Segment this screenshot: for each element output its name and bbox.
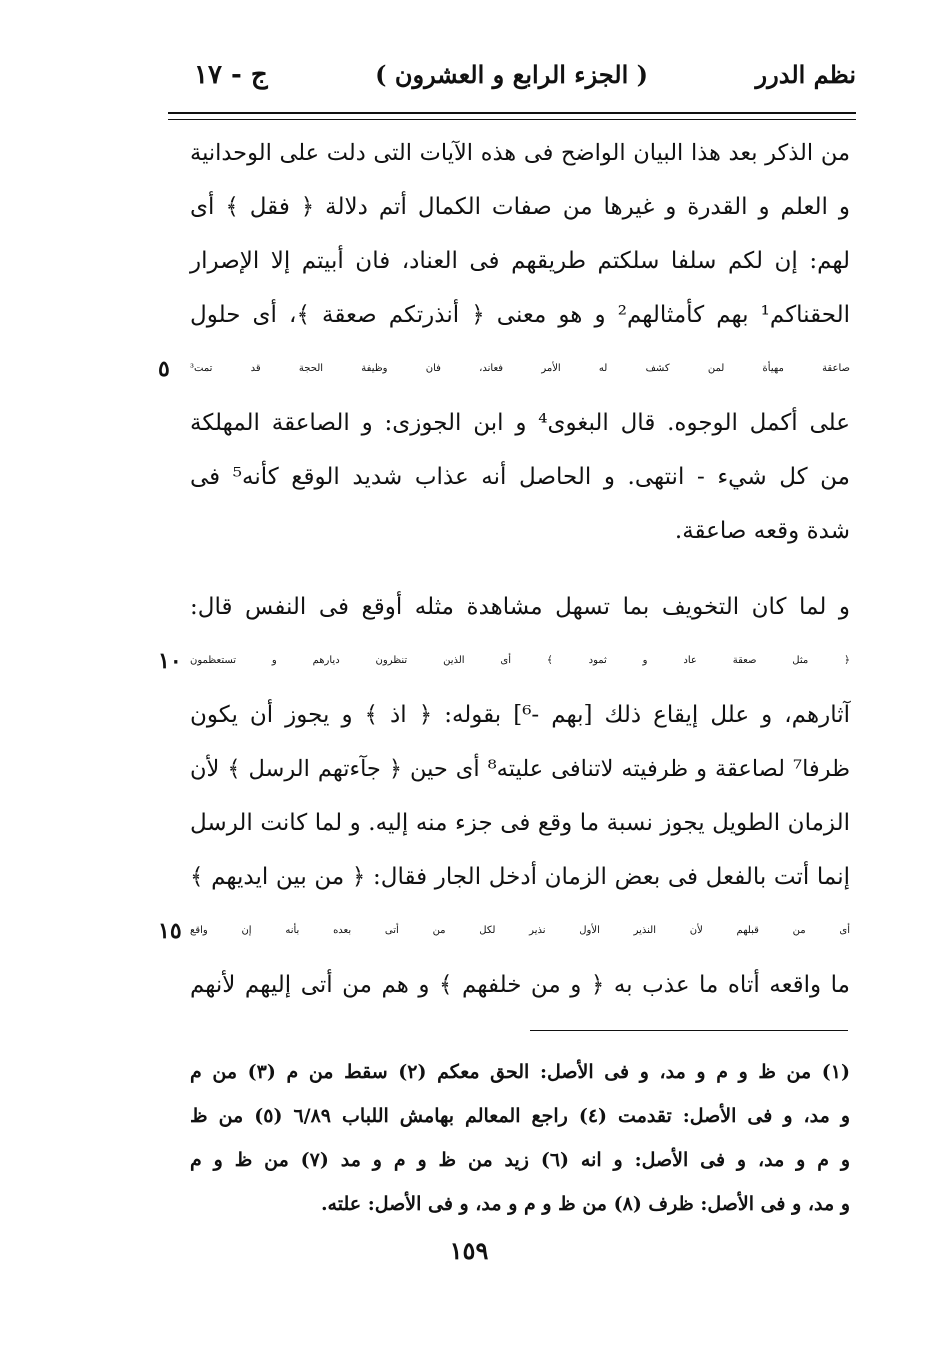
- text-line: ﴿ مثل صعقة عاد و ثمود ﴾ أى الذين تنظرون ديارهم و تستعظمون ١٠: [190, 634, 850, 688]
- text-line: آثارهم، و علل إيقاع ذلك [بهم -⁶] بقوله: ﴿ اذ ﴾ و يجوز أن يكون: [190, 702, 850, 728]
- footnote-separator: [530, 1030, 848, 1031]
- paragraph-gap: [190, 558, 850, 580]
- footnotes: [190, 1050, 850, 1226]
- text-line: ما واقعه أتاه ما عذب به ﴿ و من خلفهم ﴾ و هم من أتى إليهم لأنهم: [190, 972, 850, 998]
- part-title: ( الجزء الرابع و العشرون ): [375, 60, 648, 89]
- line-number: ١٥: [158, 918, 182, 944]
- footnote-line: و مد، و فى الأصل: تقدمت (٤) راجع المعالم بهامش اللباب ٦/٨٩ (٥) من ظ: [190, 1105, 850, 1127]
- running-header: [170, 60, 856, 104]
- text-line: ظرفا⁷ لصاعقة و ظرفيته لاتنافى عليته⁸ أى حين ﴿ جآءتهم الرسل ﴾ لأن: [190, 756, 850, 782]
- text-line: الحقناكم¹ بهم كأمثالهم² و هو معنى ﴿ أنذرتكم صعقة ﴾، أى حلول: [190, 302, 850, 328]
- text-line: صاعقة مهيأة لمن كشف له الأمر فعاند، فان وظيفة الحجة قد تمت³ ٥: [190, 342, 850, 396]
- line-number: ١٠: [158, 648, 182, 674]
- text-line: أى من قبلهم لأن النذير الأول نذير لكل من أتى بعده بأنه إن واقع ١٥: [190, 904, 850, 958]
- text-line: الزمان الطويل يجوز نسبة ما وقع فى جزء منه إليه. و لما كانت الرسل: [190, 810, 850, 836]
- page-number: ١٥٩: [449, 1236, 489, 1265]
- text-line: إنما أتت بالفعل فى بعض الزمان أدخل الجار فقال: ﴿ من بين ايديهم ﴾: [190, 864, 850, 890]
- footnote-line: و م و مد، و فى الأصل: و انه (٦) زيد من ظ و م و مد (٧) من ظ و م: [190, 1149, 851, 1171]
- text-line: و لما كان التخويف بما تسهل مشاهدة مثله أوقع فى النفس قال:: [190, 594, 850, 620]
- header-rule-thick: [168, 112, 856, 114]
- text-line: شدة وقعه صاعقة.: [674, 518, 850, 544]
- volume-number: ج - ١٧: [194, 60, 268, 90]
- footnote-line: (١) من ظ و م و مد، و فى الأصل: الحق معكم (٢) سقط من م (٣) من م: [190, 1061, 851, 1083]
- text-line: لهم: إن لكم سلفا سلكتم طريقهم فى العناد، فان أبيتم إلا الإصرار: [190, 248, 850, 274]
- footnote-line: و مد، و فى الأصل: ظرف (٨) من ظ و م و مد، و فى الأصل: علته.: [320, 1193, 850, 1215]
- text-line: على أكمل الوجوه. قال البغوى⁴ و ابن الجوزى: و الصاعقة المهلكة: [190, 410, 850, 436]
- paragraph: [158, 126, 850, 558]
- text-line: من كل شيء - انتهى. و الحاصل أنه عذاب شديد الوقع كأنه⁵ فى: [190, 464, 850, 490]
- text-line: و العلم و القدرة و غيرها من صفات الكمال أتم دلالة ﴿ فقل ﴾ أى: [190, 194, 850, 220]
- book-title: نظم الدرر: [755, 60, 856, 89]
- header-rule-thin: [168, 119, 856, 120]
- line-number: ٥: [158, 356, 170, 382]
- main-text: [158, 126, 850, 1012]
- text-line: من الذكر بعد هذا البيان الواضح فى هذه الآيات التى دلت على الوحدانية: [190, 140, 850, 166]
- paragraph: [158, 580, 850, 1012]
